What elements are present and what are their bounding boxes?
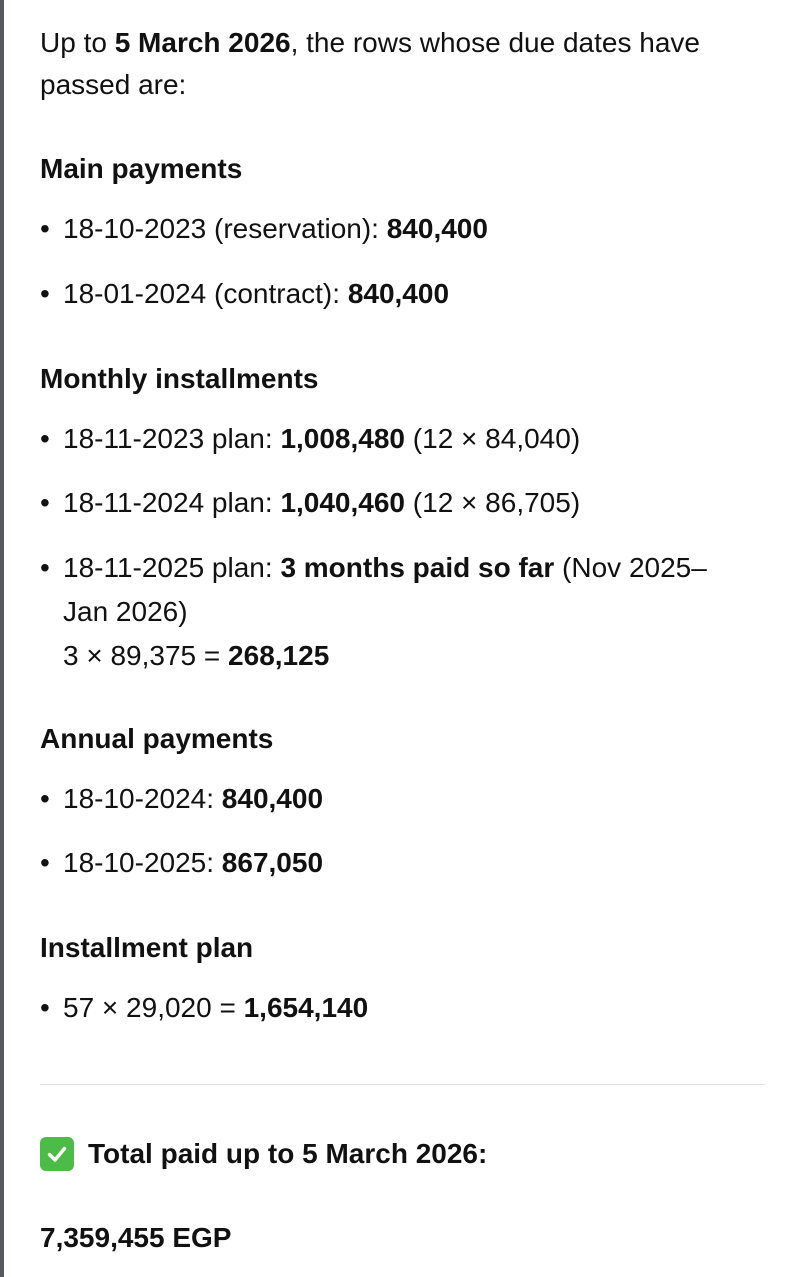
item-value: 840,400 — [347, 278, 450, 309]
section-heading-installment-plan: Installment plan — [40, 932, 254, 963]
item-label: 18-11-2025 plan: — [63, 552, 281, 583]
bullet: • — [40, 992, 50, 1023]
total-amount: 7,359,455 EGP — [40, 1222, 232, 1253]
item-extra: (Nov 2025–Jan 2026) — [63, 552, 707, 627]
item-label: 18-11-2023 plan: — [63, 423, 281, 454]
item-label: 18-11-2024 plan: — [63, 487, 281, 518]
item-extra: (12 × 84,040) — [405, 423, 581, 454]
bullet: • — [40, 278, 50, 309]
bullet: • — [40, 423, 50, 454]
intro-suffix: , the rows whose due dates have passed are: — [40, 27, 700, 100]
window-left-edge — [0, 0, 4, 1277]
section-heading-annual-payments: Annual payments — [40, 723, 274, 754]
bullet: • — [40, 213, 50, 244]
item-value: 840,400 — [386, 213, 488, 244]
message-content — [40, 0, 765, 1277]
intro-date: 5 March 2026 — [114, 27, 291, 58]
bullet: • — [40, 552, 50, 583]
item-value: 1,654,140 — [243, 992, 369, 1023]
item-extra: (12 × 86,705) — [405, 487, 581, 518]
item-value: 1,008,480 — [280, 423, 406, 454]
item-calc: 3 × 89,375 = — [63, 640, 229, 671]
item-label: 18-10-2025: — [63, 847, 222, 878]
total-label: Total paid up to 5 March 2026: — [88, 1138, 488, 1169]
item-value: 840,400 — [221, 783, 324, 814]
item-label: 18-01-2024 (contract): — [63, 278, 348, 309]
section-heading-monthly-installments: Monthly installments — [40, 363, 319, 394]
item-label: 18-10-2023 (reservation): — [63, 213, 387, 244]
section-heading-main-payments: Main payments — [40, 153, 243, 184]
intro-prefix: Up to — [40, 27, 115, 58]
total-heading — [40, 1136, 487, 1172]
check-mark-icon — [40, 1137, 74, 1171]
item-value: 1,040,460 — [280, 487, 406, 518]
item-calc-value: 268,125 — [228, 640, 330, 671]
item-label: 18-10-2024: — [63, 783, 222, 814]
item-label: 57 × 29,020 = — [63, 992, 244, 1023]
intro-text — [40, 22, 740, 106]
divider — [40, 1084, 765, 1085]
item-value: 867,050 — [221, 847, 324, 878]
check-mark-icon-glyph — [45, 1142, 69, 1166]
bullet: • — [40, 487, 50, 518]
bullet: • — [40, 783, 50, 814]
item-value: 3 months paid so far — [280, 552, 555, 583]
bullet: • — [40, 847, 50, 878]
